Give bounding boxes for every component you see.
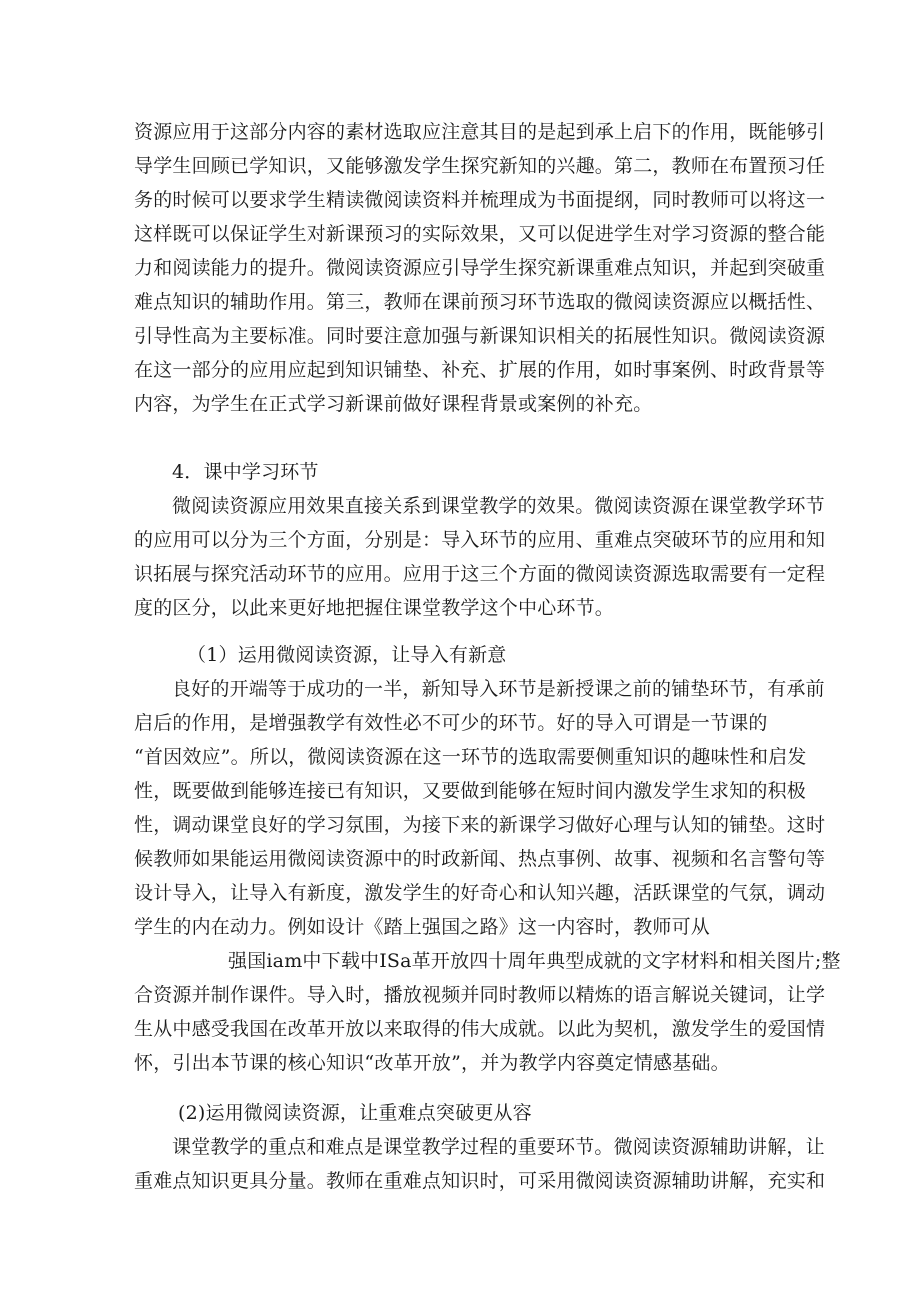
text-line: 难点知识的辅助作用。第三，教师在课前预习环节选取的微阅读资源应以概括性、 [134,291,826,313]
text-line: 引导性高为主要标准。同时要注意加强与新课知识相关的拓展性知识。微阅读资源 [134,325,826,347]
text-line: 学生的内在动力。例如设计《踏上强国之路》这一内容时，教师可从 [134,916,711,938]
text-line: 务的时候可以要求学生精读微阅读资料并梳理成为书面提纲，同时教师可以将这一 [134,189,826,211]
text-line: 导学生回顾已学知识，又能够激发学生探究新知的兴趣。第二，教师在布置预习任 [134,155,826,177]
text-line: 怀，引出本节课的核心知识“改革开放”，并为教学内容奠定情感基础。 [134,1052,730,1074]
text-line: 识拓展与探究活动环节的应用。应用于这三个方面的微阅读资源选取需要有一定程 [134,563,826,585]
text-line: 强国iam中下载中ISa革开放四十周年典型成就的文字材料和相关图片;整 [228,950,841,972]
text-line: 内容，为学生在正式学习新课前做好课程背景或案例的补充。 [134,393,653,415]
text-line: 重难点知识更具分量。教师在重难点知识时，可采用微阅读资源辅助讲解，充实和 [134,1170,826,1192]
text-line: 微阅读资源应用效果直接关系到课堂教学的效果。微阅读资源在课堂教学环节 [172,495,825,517]
section-heading: 4．课中学习环节 [172,461,319,483]
text-line: 在这一部分的应用应起到知识铺垫、补充、扩展的作用，如时事案例、时政背景等 [134,359,826,381]
text-line: 度的区分，以此来更好地把握住课堂教学这个中心环节。 [134,597,615,619]
text-line: 课堂教学的重点和难点是课堂教学过程的重要环节。微阅读资源辅助讲解，让 [172,1136,825,1158]
text-line: 生从中感受我国在改革开放以来取得的伟大成就。以此为契机，激发学生的爱国情 [134,1018,826,1040]
text-line: 资源应用于这部分内容的素材选取应注意其目的是起到承上启下的作用，既能够引 [134,121,826,143]
text-line: 启后的作用，是增强教学有效性必不可少的环节。好的导入可谓是一节课的 [134,712,768,734]
text-line: 合资源并制作课件。导入时，播放视频并同时教师以精炼的语言解说关键词，让学 [134,984,826,1006]
text-line: 良好的开端等于成功的一半，新知导入环节是新授课之前的铺垫环节，有承前 [172,678,825,700]
text-line: 候教师如果能运用微阅读资源中的时政新闻、热点事例、故事、视频和名言警句等 [134,848,826,870]
text-line: 性，调动课堂良好的学习氛围，为接下来的新课学习做好心理与认知的铺垫。这时 [134,814,826,836]
subsection-heading: (2)运用微阅读资源，让重难点突破更从容 [178,1102,532,1124]
text-line: 设计导入，让导入有新度，激发学生的好奇心和认知兴趣，活跃课堂的气氛，调动 [134,882,826,904]
text-line: 性，既要做到能够连接已有知识，又要做到能够在短时间内激发学生求知的积极 [134,780,807,802]
text-line: 力和阅读能力的提升。微阅读资源应引导学生探究新课重难点知识，并起到突破重 [134,257,826,279]
text-line: “首因效应”。所以，微阅读资源在这一环节的选取需要侧重知识的趣味性和启发 [134,746,807,768]
text-line: 的应用可以分为三个方面，分别是：导入环节的应用、重难点突破环节的应用和知 [134,529,826,551]
subsection-heading: （1）运用微阅读资源，让导入有新意 [187,644,507,666]
text-line: 这样既可以保证学生对新课预习的实际效果，又可以促进学生对学习资源的整合能 [134,223,826,245]
